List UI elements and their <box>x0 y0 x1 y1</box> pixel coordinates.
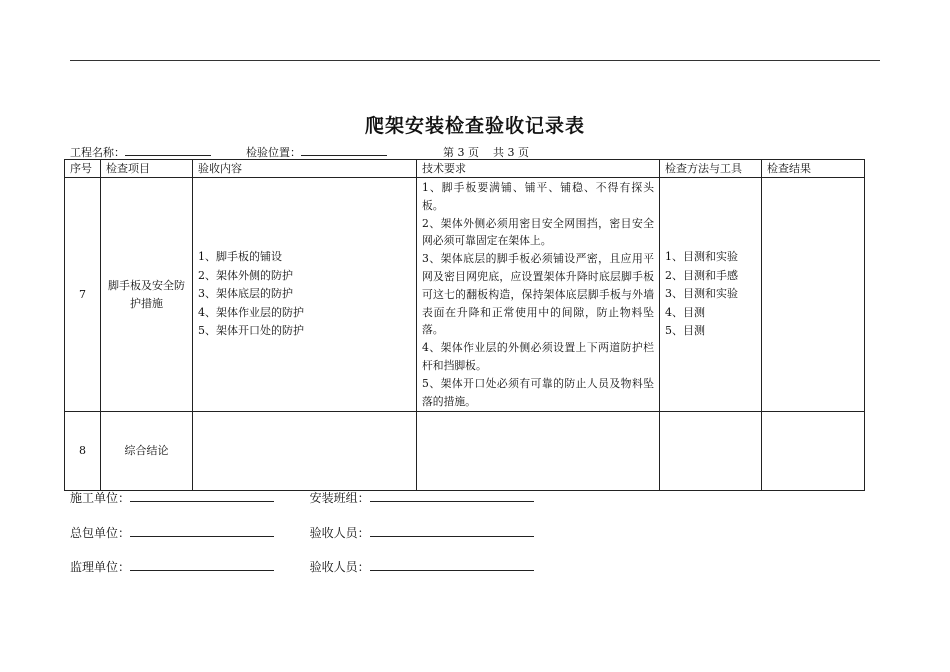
header-technical-requirements: 技术要求 <box>417 160 660 178</box>
construction-unit-label: 施工单位： <box>70 491 131 505</box>
install-team-label: 安装班组： <box>309 491 370 505</box>
row-technical-requirements[interactable] <box>417 412 660 491</box>
inspection-location-label: 检验位置： <box>246 146 301 159</box>
project-name-label: 工程名称： <box>70 146 125 159</box>
header-seq: 序号 <box>65 160 101 178</box>
list-item: 5、架体开口处的防护 <box>198 324 304 338</box>
row-acceptance-content <box>193 178 417 412</box>
general-contractor-label: 总包单位： <box>70 526 131 540</box>
requirement-item: 2、架体外侧必须用密目安全网围挡，密目安全网必须可靠固定在架体上。 <box>422 216 654 248</box>
supervision-unit-label: 监理单位： <box>70 560 131 574</box>
document-title: 爬架安装检查验收记录表 <box>364 115 585 137</box>
requirement-item: 3、架体底层的脚手板必须铺设严密，且应用平网及密目网兜底，应设置架体升降时底层脚手板可这七的翻板构造，保持架体底层脚手板与外墙表面在升降和正常使用中的间隙，防止物料坠落。 <box>422 252 654 337</box>
list-item: 3、架体底层的防护 <box>198 287 293 301</box>
inspector-blank[interactable] <box>370 523 534 537</box>
table-row <box>65 178 865 412</box>
table-row <box>65 412 865 491</box>
table-header-row <box>65 160 865 178</box>
requirement-item: 1、脚手板要满铺、铺平、铺稳、不得有探头板。 <box>422 181 654 212</box>
list-item: 3、目测和实验 <box>665 287 738 301</box>
row-acceptance-content[interactable] <box>193 412 417 491</box>
row-seq: 7 <box>65 178 101 412</box>
project-name-blank[interactable] <box>125 144 211 156</box>
requirement-item: 5、架体开口处必须有可靠的防止人员及物料坠落的措施。 <box>422 376 654 408</box>
construction-unit-blank[interactable] <box>130 488 274 502</box>
list-item: 4、架体作业层的防护 <box>198 305 304 319</box>
row-check-method <box>660 178 762 412</box>
install-team-blank[interactable] <box>370 488 534 502</box>
list-item: 5、目测 <box>665 324 705 338</box>
inspector-blank[interactable] <box>370 557 534 571</box>
row-check-result[interactable] <box>762 178 865 412</box>
list-item: 2、目测和手感 <box>665 268 738 282</box>
inspection-location-blank[interactable] <box>301 144 387 156</box>
supervision-unit-blank[interactable] <box>130 557 274 571</box>
header-rule <box>70 60 880 61</box>
header-check-result: 检查结果 <box>762 160 865 178</box>
list-item: 2、架体外侧的防护 <box>198 268 293 282</box>
general-contractor-blank[interactable] <box>130 523 274 537</box>
row-technical-requirements <box>417 178 660 412</box>
row-check-item: 脚手板及安全防护措施 <box>101 178 193 412</box>
list-item: 1、脚手板的铺设 <box>198 250 282 264</box>
header-acceptance-content: 验收内容 <box>193 160 417 178</box>
inspection-location-field <box>246 144 387 160</box>
page-info: 第 3 页 共 3 页 <box>443 146 529 159</box>
header-check-method: 检查方法与工具 <box>660 160 762 178</box>
signature-row-2 <box>70 523 534 541</box>
list-item: 1、目测和实验 <box>665 250 738 264</box>
requirement-item: 4、架体作业层的外侧必须设置上下两道防护栏杆和挡脚板。 <box>422 341 654 372</box>
project-name-field <box>70 144 211 160</box>
row-check-result[interactable] <box>762 412 865 491</box>
row-seq: 8 <box>65 412 101 491</box>
inspector-label: 验收人员： <box>309 526 370 540</box>
list-item: 4、目测 <box>665 305 705 319</box>
row-check-item: 综合结论 <box>101 412 193 491</box>
row-check-method[interactable] <box>660 412 762 491</box>
inspection-table <box>64 159 865 491</box>
signature-row-3 <box>70 557 534 575</box>
header-check-item: 检查项目 <box>101 160 193 178</box>
signature-row-1 <box>70 488 534 506</box>
inspector-label: 验收人员： <box>309 560 370 574</box>
